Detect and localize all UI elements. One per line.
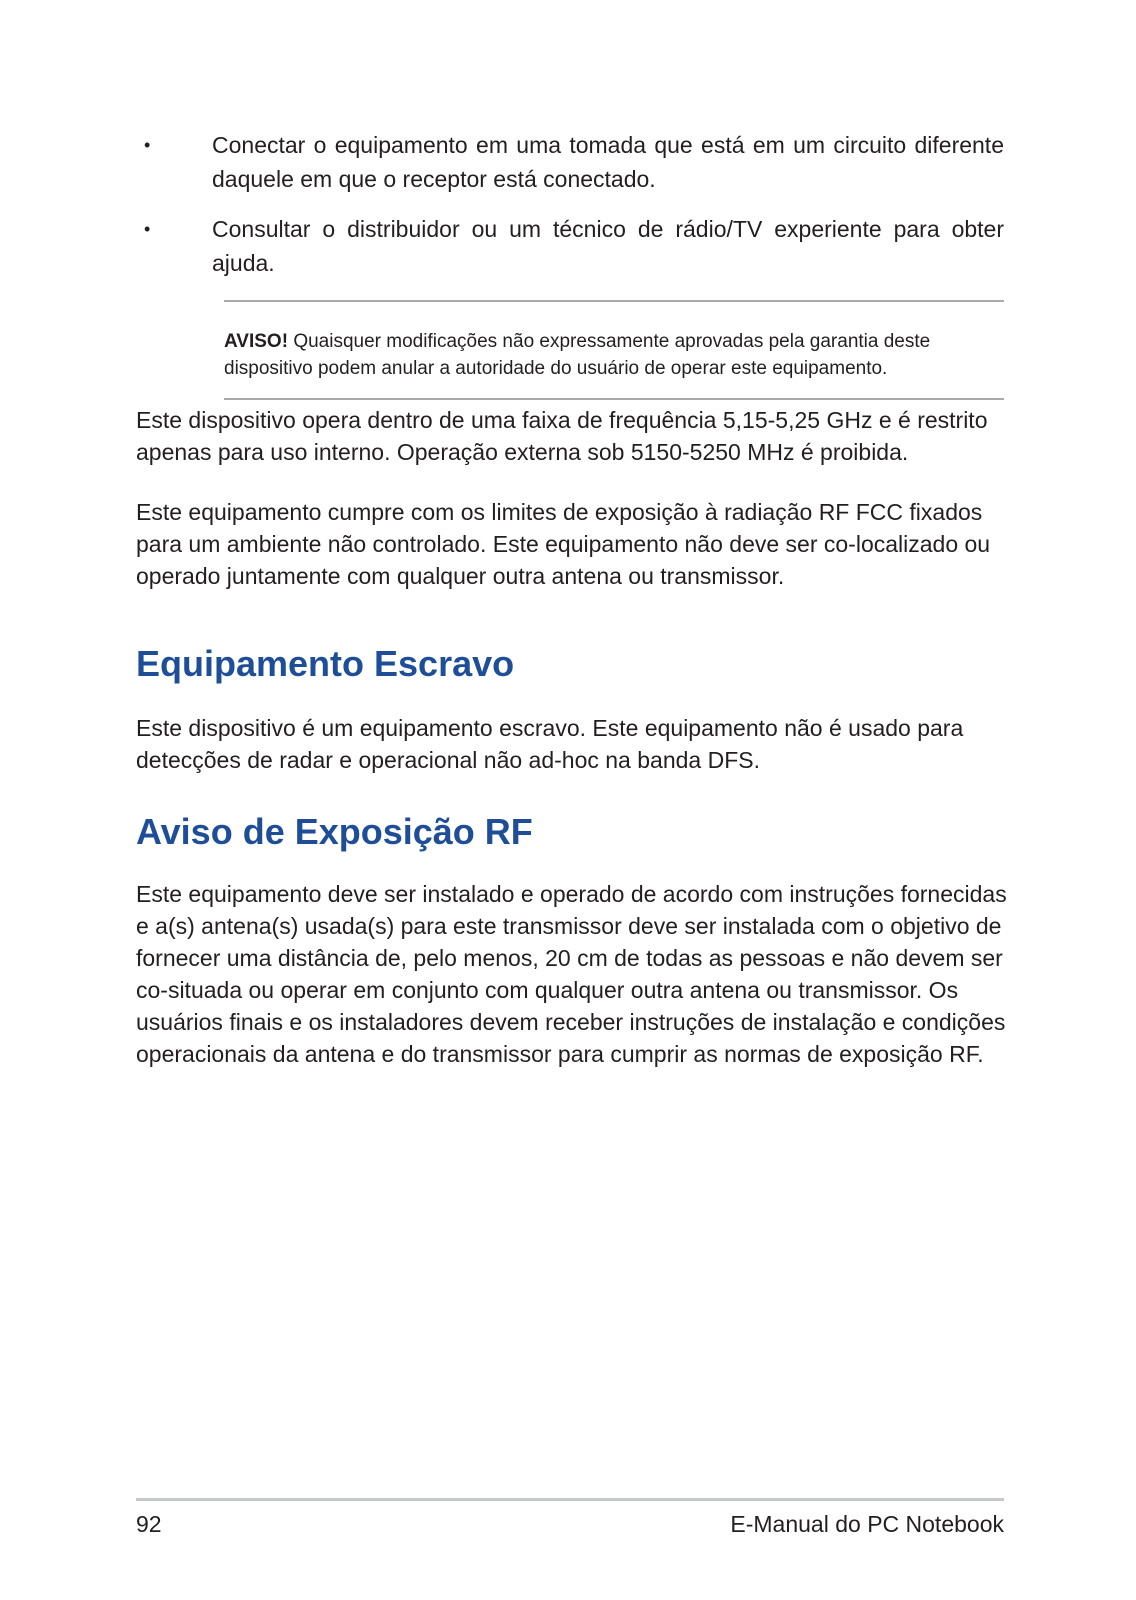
- rf-exposure-paragraph: Este equipamento deve ser instalado e operado de acordo com instruções fornecidas e a(s) antena(s) usada(s) para este transmissor deve ser instalada com o objetivo de fornecer uma distância de, pelo menos, 20 cm de todas as pessoas e não devem ser co-situada ou operar em conjunto com qualquer outra antena ou transmissor. Os usuários finais e os instaladores devem receber instruções de instalação e condições operacionais da antena e do transmissor para cumprir as normas de exposição RF.: [136, 881, 1007, 1067]
- bullet-dot-icon: •: [144, 135, 151, 155]
- notice-label: AVISO!: [224, 331, 289, 352]
- bullet-item: [136, 212, 1004, 280]
- bullet-text: Conectar o equipamento em uma tomada que está em um circuito diferente daquele em que o receptor está conectado.: [212, 132, 1004, 192]
- slave-equipment-paragraph: Este dispositivo é um equipamento escravo. Este equipamento não é usado para detecções de radar e operacional não ad-hoc na banda DFS.: [136, 715, 964, 773]
- footer-divider: [136, 1498, 1004, 1501]
- manual-title: E-Manual do PC Notebook: [730, 1511, 1004, 1537]
- bullet-dot-icon: •: [144, 219, 151, 239]
- section-heading-slave-equipment: Equipamento Escravo: [136, 643, 515, 684]
- bullet-list: [136, 128, 1004, 296]
- frequency-paragraph: Este dispositivo opera dentro de uma faixa de frequência 5,15-5,25 GHz e é restrito apenas para uso interno. Operação externa sob 5150-5250 MHz é proibida.: [136, 407, 988, 465]
- notice-box: [224, 300, 1004, 400]
- rf-limits-paragraph: Este equipamento cumpre com os limites de exposição à radiação RF FCC fixados para um ambiente não controlado. Este equipamento não deve ser co-localizado ou operado juntamente com qualquer outra antena ou transmissor.: [136, 499, 991, 589]
- page-number: 92: [136, 1511, 162, 1537]
- bullet-item: [136, 128, 1004, 196]
- bullet-text: Consultar o distribuidor ou um técnico de rádio/TV experiente para obter ajuda.: [212, 216, 1004, 276]
- section-heading-rf-exposure: Aviso de Exposição RF: [136, 811, 533, 852]
- notice-text: Quaisquer modificações não expressamente aprovadas pela garantia deste dispositivo podem anular a autoridade do usuário de operar este equipamento.: [224, 331, 931, 379]
